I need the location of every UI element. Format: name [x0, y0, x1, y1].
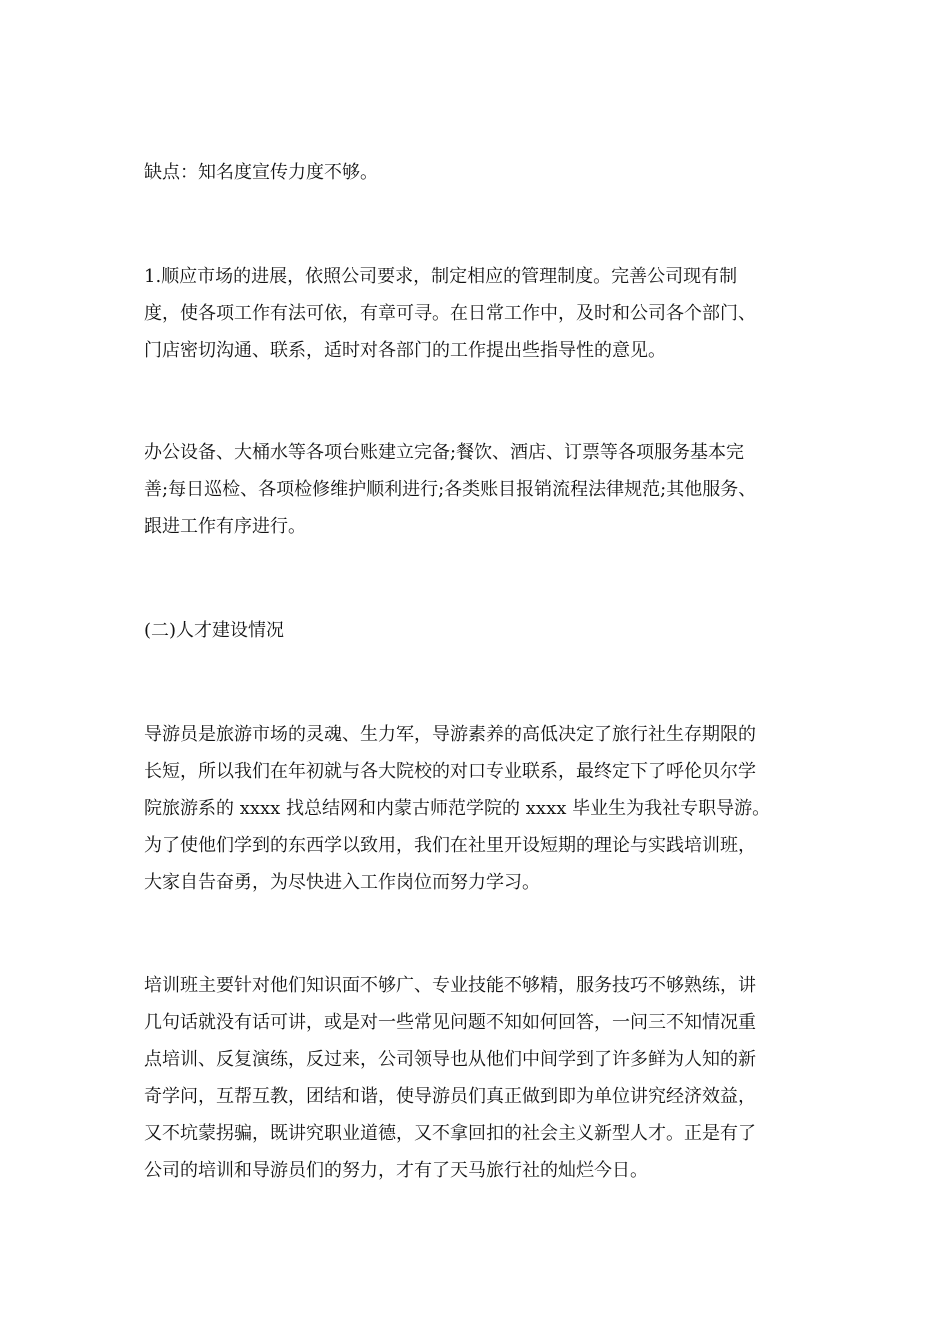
- text-line: 跟进工作有序进行。: [144, 516, 306, 537]
- paragraph-tour-guides: [144, 716, 809, 901]
- paragraph-management-system: [144, 258, 809, 369]
- text-line: 奇学问，互帮互教，团结和谐，使导游员们真正做到即为单位讲究经济效益，: [144, 1086, 756, 1107]
- text-line: 点培训、反复演练，反过来，公司领导也从他们中间学到了许多鲜为人知的新: [144, 1049, 756, 1070]
- text-line: 大家自告奋勇，为尽快进入工作岗位而努力学习。: [144, 872, 540, 893]
- text-line: 培训班主要针对他们知识面不够广、专业技能不够精，服务技巧不够熟练，讲: [144, 975, 756, 996]
- text-line: 度，使各项工作有法可依，有章可寻。在日常工作中，及时和公司各个部门、: [144, 303, 756, 324]
- paragraph-shortcomings: [144, 154, 809, 191]
- text-line: 善;每日巡检、各项检修维护顺利进行;各类账目报销流程法律规范;其他服务、: [144, 479, 757, 500]
- text-line: 又不坑蒙拐骗，既讲究职业道德，又不拿回扣的社会主义新型人才。正是有了: [144, 1123, 756, 1144]
- paragraph-office-services: [144, 434, 809, 545]
- text-line: 导游员是旅游市场的灵魂、生力军，导游素养的高低决定了旅行社生存期限的: [144, 724, 756, 745]
- text-line: 办公设备、大桶水等各项台账建立完备;餐饮、酒店、订票等各项服务基本完: [144, 442, 745, 463]
- text-line: 1.顺应市场的进展，依照公司要求，制定相应的管理制度。完善公司现有制: [144, 266, 738, 287]
- text-line: 缺点：知名度宣传力度不够。: [144, 162, 378, 183]
- text-line: 长短，所以我们在年初就与各大院校的对口专业联系，最终定下了呼伦贝尔学: [144, 761, 756, 782]
- text-line: 为了使他们学到的东西学以致用，我们在社里开设短期的理论与实践培训班，: [144, 835, 756, 856]
- paragraph-training-class: [144, 967, 809, 1189]
- text-line: (二)人才建设情况: [144, 620, 285, 641]
- text-line: 公司的培训和导游员们的努力，才有了天马旅行社的灿烂今日。: [144, 1160, 648, 1181]
- section-heading-talent: [144, 612, 809, 649]
- text-line: 门店密切沟通、联系，适时对各部门的工作提出些指导性的意见。: [144, 340, 666, 361]
- text-line: 几句话就没有话可讲，或是对一些常见问题不知如何回答，一问三不知情况重: [144, 1012, 756, 1033]
- text-line: 院旅游系的 xxxx 找总结网和内蒙古师范学院的 xxxx 毕业生为我社专职导游。: [144, 798, 771, 819]
